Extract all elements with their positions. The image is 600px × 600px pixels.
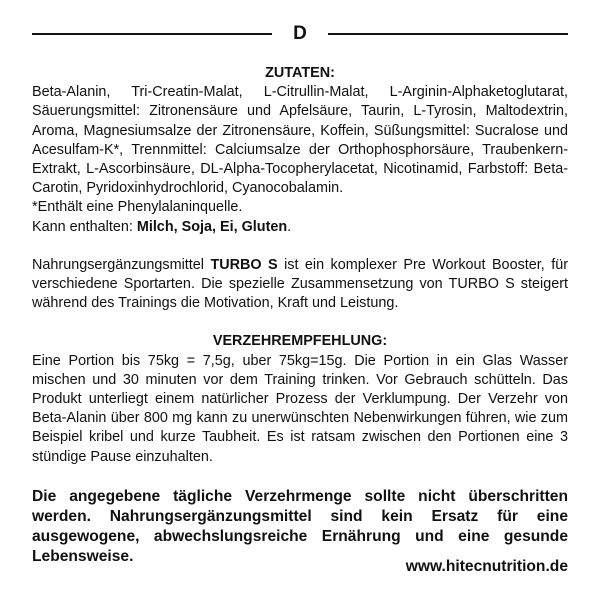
allergen-suffix: . (287, 218, 292, 235)
spacer (32, 237, 568, 256)
allergen-list: Milch, Soja, Ei, Gluten (136, 218, 288, 235)
ingredients-text: Beta-Alanin, Tri-Creatin-Malat, L-Citrullin-Malat, L-Arginin-Alphaketoglutarat, Säuerungsmittel: Zitronensäure und Apfelsäure, Taurin, L-Tyrosin, Maltodextrin, Aroma, Magnesiumsalze der Zitronensäure, Koffein, Süßungsmittel: Sucralose und Acesulfam-K*, Trennmittel: Calciumsalze der Orthophosphorsäure, Traubenkern-Extrakt, L-Ascorbinsäure, DL-Alpha-Tocopherylacetat, Nicotinamid, Farbstoff: Beta-Carotin, Pyridoxinhydrochlorid, Cyanocobalamin. (32, 84, 568, 197)
label-content (32, 64, 568, 567)
language-code: D (293, 23, 307, 44)
product-description (32, 256, 568, 314)
warning-text: Die angegebene tägliche Verzehrmenge sollte nicht überschritten werden. Nahrungsergänzungsmittel sind kein Ersatz für eine ausgewogene, abwechslungsreiche Ernährung und eine gesunde Lebensweise. (32, 487, 568, 565)
spacer (32, 313, 568, 332)
ingredients-heading: ZUTATEN: (265, 65, 335, 81)
language-header (32, 22, 568, 46)
description-prefix: Nahrungsergänzungsmittel (32, 256, 211, 273)
description-suffix: ist ein komplexer Pre Workout Booster, für verschiedene Sportarten. Die spezielle Zusammensetzung von TURBO S steigert während des Trainings die Motivation, Kraft und Leistung. (32, 256, 568, 312)
recommendation-heading: VERZEHREMPFEHLUNG: (212, 333, 388, 350)
phenylalanine-footnote: *Enthält eine Phenylalaninquelle. (32, 199, 243, 216)
product-name: TURBO S (210, 256, 278, 273)
divider-right (328, 33, 568, 35)
website-link[interactable]: www.hitecnutrition.de (405, 558, 568, 575)
allergen-statement (32, 218, 568, 237)
allergen-prefix: Kann enthalten: (32, 218, 137, 235)
recommendation-text: Eine Portion bis 75kg = 7,5g, uber 75kg=15g. Die Portion in ein Glas Wasser mischen und 30 minuten vor dem Training trinken. Vor Gebrauch schütteln. Das Produkt unterliegt einem natürlicher Prozess der Verklumpung. Der Verzehr von Beta-Alanin über 800 mg kann zu unerwünschten Nebenwirkungen führen, wie zum Beispiel kribel und kurze Taubheit. Es ist ratsam zwischen den Portionen eine 3 stündige Pause einzuhalten. (32, 352, 568, 465)
